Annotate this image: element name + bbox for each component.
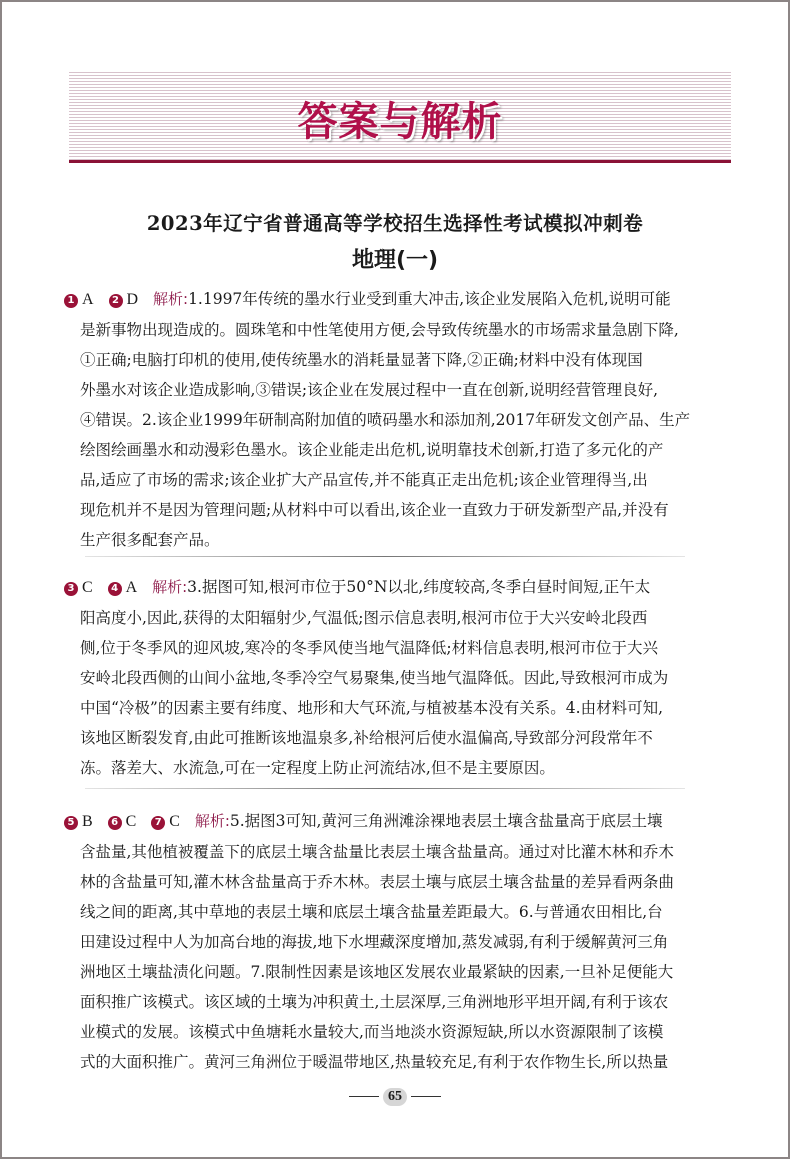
- answer-item: [108, 806, 137, 837]
- page-number: 65: [383, 1088, 407, 1106]
- section-line: 外墨水对该企业造成影响,③错误;该企业在发展过程中一直在创新,说明经营管理良好,: [80, 381, 659, 399]
- answer-letter: C: [82, 579, 93, 596]
- analysis-label: 解析:: [153, 290, 189, 308]
- page-number-footer: [0, 1088, 790, 1106]
- section-line: 含盐量,其他植被覆盖下的底层土壤含盐量比表层土壤含盐量高。通过对比灌木林和乔木: [80, 843, 674, 861]
- analysis-text: 5.据图3可知,黄河三角洲滩涂裸地表层土壤含盐量高于底层土壤: [229, 812, 663, 830]
- section-line: 田建设过程中人为加高台地的海拔,地下水埋藏深度增加,蒸发减弱,有利于缓解黄河三角: [80, 933, 669, 951]
- section-line: 是新事物出现造成的。圆珠笔和中性笔使用方便,会导致传统墨水的市场需求量急剧下降,: [80, 321, 679, 339]
- section-line: 中国“冷极”的因素主要有纬度、地形和大气环流,与植被基本没有关系。4.由材料可知,: [80, 699, 663, 717]
- answer-letter: C: [125, 813, 137, 830]
- question-number-badge: 3: [64, 582, 78, 596]
- question-number-badge: 1: [64, 294, 78, 308]
- section-line: 该地区断裂发育,由此可推断该地温泉多,补给根河后使水温偏高,导致部分河段常年不: [80, 729, 653, 747]
- analysis-label: 解析:: [194, 812, 230, 830]
- analysis-text: 3.据图可知,根河市位于50°N以北,纬度较高,冬季白昼时间短,正午太: [187, 578, 651, 596]
- header-banner: [69, 70, 731, 160]
- section-line: 面积推广该模式。该区域的土壤为冲积黄土,土层深厚,三角洲地形平坦开阔,有利于该农: [80, 993, 669, 1011]
- banner-title: 答案与解析: [297, 99, 503, 145]
- analysis-label: 解析:: [152, 578, 188, 596]
- answer-item: [64, 806, 93, 837]
- question-number-badge: 4: [108, 582, 122, 596]
- answer-letter: A: [125, 579, 138, 596]
- section-line: [64, 806, 730, 837]
- section-line: 阳高度小,因此,获得的太阳辐射少,气温低;图示信息表明,根河市位于大兴安岭北段西: [80, 609, 648, 627]
- answer-section-2: [64, 572, 730, 783]
- section-line: 式的大面积推广。黄河三角洲位于暖温带地区,热量较充足,有利于农作物生长,所以热量: [80, 1053, 669, 1071]
- section-line: 侧,位于冬季风的迎风坡,寒冷的冬季风使当地气温降低;材料信息表明,根河市位于大兴: [80, 639, 659, 657]
- answer-letter: A: [82, 291, 94, 308]
- subject-title: 地理(一): [351, 248, 439, 273]
- section-line: 生产很多配套产品。: [80, 531, 220, 549]
- section-line: ④错误。2.该企业1999年研制高附加值的喷码墨水和添加剂,2017年研发文创产品、生产: [80, 411, 691, 429]
- answer-letter: B: [82, 813, 93, 830]
- section-line: 林的含盐量可知,灌木林含盐量高于乔木林。表层土壤与底层土壤含盐量的差异看两条曲: [80, 873, 674, 891]
- footer-rule-left: [349, 1096, 379, 1097]
- section-line: 品,适应了市场的需求;该企业扩大产品宣传,并不能真正走出危机;该企业管理得当,出: [80, 471, 648, 489]
- answer-item: [64, 572, 93, 603]
- section-line: ①正确;电脑打印机的使用,使传统墨水的消耗量显著下降,②正确;材料中没有体现国: [80, 351, 643, 369]
- question-number-badge: 2: [109, 294, 123, 308]
- section-line: 安岭北段西侧的山间小盆地,冬季冷空气易聚集,使当地气温降低。因此,导致根河市成为: [80, 669, 669, 687]
- analysis-text: 1.1997年传统的墨水行业受到重大冲击,该企业发展陷入危机,说明可能: [188, 290, 671, 308]
- section-line: 冻。落差大、水流急,可在一定程度上防止河流结冰,但不是主要原因。: [80, 759, 555, 777]
- section-divider: [85, 556, 685, 557]
- answer-section-3: [64, 806, 730, 1077]
- section-line: [64, 572, 730, 603]
- answer-item: [109, 284, 139, 315]
- answer-item: [64, 284, 94, 315]
- question-number-badge: 5: [64, 816, 78, 830]
- answer-item: [151, 806, 180, 837]
- section-line: 绘图绘画墨水和动漫彩色墨水。该企业能走出危机,说明靠技术创新,打造了多元化的产: [80, 441, 664, 459]
- answer-letter: C: [169, 813, 180, 830]
- answer-letter: D: [126, 291, 139, 308]
- answer-section-1: [64, 284, 730, 555]
- section-line: 洲地区土壤盐渍化问题。7.限制性因素是该地区发展农业最紧缺的因素,一旦补足便能大: [80, 963, 674, 981]
- section-line: [64, 284, 730, 315]
- section-divider: [85, 788, 685, 789]
- section-line: 现危机并不是因为管理问题;从材料中可以看出,该企业一直致力于研发新型产品,并没有: [80, 501, 669, 519]
- answer-item: [108, 572, 138, 603]
- exam-title: 2023年辽宁省普通高等学校招生选择性考试模拟冲刺卷: [146, 212, 644, 235]
- question-number-badge: 7: [151, 816, 165, 830]
- footer-rule-right: [411, 1096, 441, 1097]
- section-line: 业模式的发展。该模式中鱼塘耗水量较大,而当地淡水资源短缺,所以水资源限制了该模: [80, 1023, 664, 1041]
- section-line: 线之间的距离,其中草地的表层土壤和底层土壤含盐量差距最大。6.与普通农田相比,台: [80, 903, 663, 921]
- question-number-badge: 6: [108, 816, 122, 830]
